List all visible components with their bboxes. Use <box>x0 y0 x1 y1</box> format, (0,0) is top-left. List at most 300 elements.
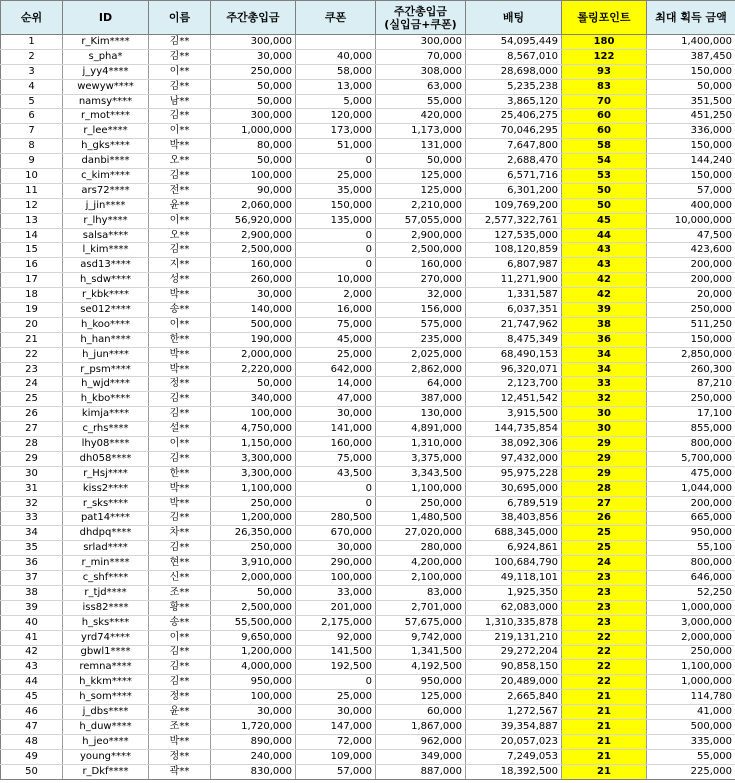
cell-rank[interactable]: 21 <box>1 332 63 347</box>
cell-name[interactable]: 이** <box>149 437 211 452</box>
cell-name[interactable]: 한** <box>149 332 211 347</box>
cell-weekly-total[interactable]: 57,055,000 <box>376 213 466 228</box>
cell-id[interactable]: h_gks**** <box>63 139 149 154</box>
cell-coupon[interactable]: 141,500 <box>296 645 376 660</box>
cell-max-win[interactable]: 250,000 <box>647 392 735 407</box>
cell-betting[interactable]: 38,403,856 <box>466 511 562 526</box>
cell-id[interactable]: r_Kim**** <box>63 35 149 50</box>
cell-coupon[interactable]: 14,000 <box>296 377 376 392</box>
cell-id[interactable]: r_tjd**** <box>63 585 149 600</box>
cell-id[interactable]: dh058**** <box>63 451 149 466</box>
table-row[interactable] <box>1 690 735 705</box>
cell-betting[interactable]: 108,120,859 <box>466 243 562 258</box>
header-betting[interactable]: 배팅 <box>466 1 562 35</box>
cell-max-win[interactable]: 47,500 <box>647 228 735 243</box>
cell-max-win[interactable]: 55,100 <box>647 541 735 556</box>
cell-weekly-total[interactable]: 308,000 <box>376 64 466 79</box>
cell-weekly-total[interactable]: 962,000 <box>376 734 466 749</box>
cell-max-win[interactable]: 2,000,000 <box>647 630 735 645</box>
cell-rolling-points[interactable]: 43 <box>562 243 647 258</box>
table-row[interactable] <box>1 526 735 541</box>
cell-betting[interactable]: 144,735,854 <box>466 422 562 437</box>
cell-weekly-deposit[interactable]: 1,200,000 <box>211 511 296 526</box>
table-row[interactable] <box>1 437 735 452</box>
cell-rolling-points[interactable]: 34 <box>562 362 647 377</box>
header-name[interactable]: 이름 <box>149 1 211 35</box>
cell-id[interactable]: gbwl1**** <box>63 645 149 660</box>
cell-rolling-points[interactable]: 122 <box>562 49 647 64</box>
cell-rank[interactable]: 17 <box>1 273 63 288</box>
cell-id[interactable]: srlad**** <box>63 541 149 556</box>
cell-name[interactable]: 이** <box>149 64 211 79</box>
cell-id[interactable]: r_Hsj**** <box>63 466 149 481</box>
cell-betting[interactable]: 7,647,800 <box>466 139 562 154</box>
cell-max-win[interactable]: 511,250 <box>647 317 735 332</box>
cell-coupon[interactable]: 120,000 <box>296 109 376 124</box>
cell-coupon[interactable]: 0 <box>296 258 376 273</box>
cell-rolling-points[interactable]: 33 <box>562 377 647 392</box>
cell-weekly-deposit[interactable]: 50,000 <box>211 377 296 392</box>
cell-betting[interactable]: 1,272,567 <box>466 705 562 720</box>
table-row[interactable] <box>1 481 735 496</box>
cell-betting[interactable]: 109,769,200 <box>466 198 562 213</box>
cell-name[interactable]: 박** <box>149 288 211 303</box>
cell-rank[interactable]: 3 <box>1 64 63 79</box>
cell-max-win[interactable]: 500,000 <box>647 719 735 734</box>
cell-weekly-total[interactable]: 130,000 <box>376 407 466 422</box>
cell-rank[interactable]: 1 <box>1 35 63 50</box>
cell-name[interactable]: 김** <box>149 35 211 50</box>
cell-weekly-deposit[interactable]: 100,000 <box>211 690 296 705</box>
cell-max-win[interactable]: 20,000 <box>647 288 735 303</box>
cell-betting[interactable]: 6,037,351 <box>466 303 562 318</box>
cell-rank[interactable]: 18 <box>1 288 63 303</box>
cell-id[interactable]: h_han**** <box>63 332 149 347</box>
cell-betting[interactable]: 70,046,295 <box>466 124 562 139</box>
cell-rolling-points[interactable]: 29 <box>562 451 647 466</box>
cell-max-win[interactable]: 225,000 <box>647 764 735 779</box>
table-row[interactable] <box>1 511 735 526</box>
cell-weekly-total[interactable]: 349,000 <box>376 749 466 764</box>
cell-max-win[interactable]: 50,000 <box>647 79 735 94</box>
cell-rolling-points[interactable]: 29 <box>562 466 647 481</box>
cell-weekly-deposit[interactable]: 950,000 <box>211 675 296 690</box>
cell-rolling-points[interactable]: 29 <box>562 437 647 452</box>
cell-weekly-deposit[interactable]: 500,000 <box>211 317 296 332</box>
cell-weekly-deposit[interactable]: 260,000 <box>211 273 296 288</box>
cell-max-win[interactable]: 1,044,000 <box>647 481 735 496</box>
cell-rolling-points[interactable]: 54 <box>562 154 647 169</box>
cell-rank[interactable]: 50 <box>1 764 63 779</box>
cell-betting[interactable]: 127,535,000 <box>466 228 562 243</box>
cell-name[interactable]: 이** <box>149 124 211 139</box>
cell-rank[interactable]: 13 <box>1 213 63 228</box>
cell-id[interactable]: lhy08**** <box>63 437 149 452</box>
cell-rank[interactable]: 33 <box>1 511 63 526</box>
cell-max-win[interactable]: 250,000 <box>647 303 735 318</box>
cell-id[interactable]: danbi**** <box>63 154 149 169</box>
cell-name[interactable]: 황** <box>149 600 211 615</box>
cell-name[interactable]: 이** <box>149 630 211 645</box>
cell-max-win[interactable]: 646,000 <box>647 571 735 586</box>
cell-id[interactable]: h_koo**** <box>63 317 149 332</box>
cell-coupon[interactable]: 47,000 <box>296 392 376 407</box>
cell-id[interactable]: h_som**** <box>63 690 149 705</box>
cell-betting[interactable]: 96,320,071 <box>466 362 562 377</box>
cell-rolling-points[interactable]: 21 <box>562 719 647 734</box>
cell-betting[interactable]: 8,475,349 <box>466 332 562 347</box>
cell-weekly-deposit[interactable]: 100,000 <box>211 407 296 422</box>
cell-name[interactable]: 정** <box>149 377 211 392</box>
table-row[interactable] <box>1 64 735 79</box>
cell-rolling-points[interactable]: 38 <box>562 317 647 332</box>
cell-name[interactable]: 박** <box>149 347 211 362</box>
cell-max-win[interactable]: 57,000 <box>647 183 735 198</box>
cell-weekly-total[interactable]: 4,192,500 <box>376 660 466 675</box>
cell-weekly-deposit[interactable]: 1,150,000 <box>211 437 296 452</box>
cell-betting[interactable]: 1,925,350 <box>466 585 562 600</box>
cell-weekly-total[interactable]: 83,000 <box>376 585 466 600</box>
cell-name[interactable]: 신** <box>149 571 211 586</box>
cell-name[interactable]: 곽** <box>149 764 211 779</box>
cell-rank[interactable]: 8 <box>1 139 63 154</box>
cell-weekly-deposit[interactable]: 160,000 <box>211 258 296 273</box>
cell-name[interactable]: 박** <box>149 496 211 511</box>
cell-max-win[interactable]: 10,000,000 <box>647 213 735 228</box>
cell-weekly-total[interactable]: 63,000 <box>376 79 466 94</box>
cell-coupon[interactable]: 0 <box>296 675 376 690</box>
cell-weekly-total[interactable]: 131,000 <box>376 139 466 154</box>
table-row[interactable] <box>1 109 735 124</box>
table-row[interactable] <box>1 35 735 50</box>
cell-max-win[interactable]: 665,000 <box>647 511 735 526</box>
cell-id[interactable]: h_jun**** <box>63 347 149 362</box>
cell-id[interactable]: j_dbs**** <box>63 705 149 720</box>
cell-weekly-total[interactable]: 50,000 <box>376 154 466 169</box>
cell-coupon[interactable]: 147,000 <box>296 719 376 734</box>
cell-coupon[interactable]: 45,000 <box>296 332 376 347</box>
cell-name[interactable]: 김** <box>149 451 211 466</box>
cell-name[interactable]: 윤** <box>149 705 211 720</box>
cell-rank[interactable]: 12 <box>1 198 63 213</box>
header-max-win[interactable]: 최대 획득 금액 <box>647 1 735 35</box>
cell-weekly-total[interactable]: 950,000 <box>376 675 466 690</box>
cell-rolling-points[interactable]: 43 <box>562 258 647 273</box>
cell-name[interactable]: 김** <box>149 660 211 675</box>
cell-weekly-total[interactable]: 1,173,000 <box>376 124 466 139</box>
cell-max-win[interactable]: 351,500 <box>647 94 735 109</box>
table-row[interactable] <box>1 169 735 184</box>
table-row[interactable] <box>1 496 735 511</box>
cell-weekly-total[interactable]: 2,100,000 <box>376 571 466 586</box>
cell-rank[interactable]: 7 <box>1 124 63 139</box>
cell-weekly-deposit[interactable]: 30,000 <box>211 288 296 303</box>
cell-coupon[interactable]: 0 <box>296 481 376 496</box>
cell-name[interactable]: 전** <box>149 183 211 198</box>
cell-weekly-total[interactable]: 387,000 <box>376 392 466 407</box>
cell-weekly-total[interactable]: 2,862,000 <box>376 362 466 377</box>
cell-rolling-points[interactable]: 34 <box>562 347 647 362</box>
table-row[interactable] <box>1 585 735 600</box>
cell-id[interactable]: h_wjd**** <box>63 377 149 392</box>
cell-name[interactable]: 차** <box>149 526 211 541</box>
cell-weekly-deposit[interactable]: 3,910,000 <box>211 556 296 571</box>
table-row[interactable] <box>1 124 735 139</box>
cell-max-win[interactable]: 150,000 <box>647 332 735 347</box>
cell-name[interactable]: 김** <box>149 169 211 184</box>
cell-id[interactable]: kimja**** <box>63 407 149 422</box>
cell-id[interactable]: l_kim**** <box>63 243 149 258</box>
cell-rolling-points[interactable]: 42 <box>562 288 647 303</box>
cell-name[interactable]: 지** <box>149 258 211 273</box>
cell-weekly-deposit[interactable]: 240,000 <box>211 749 296 764</box>
cell-id[interactable]: pat14**** <box>63 511 149 526</box>
cell-betting[interactable]: 12,451,542 <box>466 392 562 407</box>
cell-weekly-total[interactable]: 3,375,000 <box>376 451 466 466</box>
cell-weekly-total[interactable]: 1,867,000 <box>376 719 466 734</box>
cell-rolling-points[interactable]: 83 <box>562 79 647 94</box>
cell-name[interactable]: 오** <box>149 228 211 243</box>
cell-betting[interactable]: 688,345,000 <box>466 526 562 541</box>
cell-name[interactable]: 박** <box>149 362 211 377</box>
cell-id[interactable]: r_Dkf**** <box>63 764 149 779</box>
cell-id[interactable]: wewyw**** <box>63 79 149 94</box>
cell-coupon[interactable]: 30,000 <box>296 407 376 422</box>
cell-betting[interactable]: 54,095,449 <box>466 35 562 50</box>
cell-rolling-points[interactable]: 58 <box>562 139 647 154</box>
cell-betting[interactable]: 68,490,153 <box>466 347 562 362</box>
cell-coupon[interactable]: 290,000 <box>296 556 376 571</box>
cell-coupon[interactable]: 280,500 <box>296 511 376 526</box>
cell-coupon[interactable]: 201,000 <box>296 600 376 615</box>
table-row[interactable] <box>1 377 735 392</box>
cell-weekly-deposit[interactable]: 1,000,000 <box>211 124 296 139</box>
cell-weekly-deposit[interactable]: 4,750,000 <box>211 422 296 437</box>
cell-rank[interactable]: 11 <box>1 183 63 198</box>
cell-coupon[interactable]: 30,000 <box>296 541 376 556</box>
cell-weekly-total[interactable]: 250,000 <box>376 496 466 511</box>
cell-rank[interactable]: 5 <box>1 94 63 109</box>
cell-max-win[interactable]: 1,100,000 <box>647 660 735 675</box>
cell-max-win[interactable]: 87,210 <box>647 377 735 392</box>
table-row[interactable] <box>1 347 735 362</box>
header-coupon[interactable]: 쿠폰 <box>296 1 376 35</box>
cell-coupon[interactable]: 5,000 <box>296 94 376 109</box>
cell-rank[interactable]: 41 <box>1 630 63 645</box>
cell-coupon[interactable]: 141,000 <box>296 422 376 437</box>
cell-rolling-points[interactable]: 70 <box>562 94 647 109</box>
table-row[interactable] <box>1 332 735 347</box>
cell-coupon[interactable]: 13,000 <box>296 79 376 94</box>
table-row[interactable] <box>1 705 735 720</box>
cell-betting[interactable]: 21,747,962 <box>466 317 562 332</box>
header-weekly-deposit[interactable]: 주간총입금 <box>211 1 296 35</box>
cell-name[interactable]: 김** <box>149 407 211 422</box>
cell-rank[interactable]: 45 <box>1 690 63 705</box>
cell-weekly-deposit[interactable]: 56,920,000 <box>211 213 296 228</box>
table-row[interactable] <box>1 213 735 228</box>
cell-id[interactable]: c_shf**** <box>63 571 149 586</box>
cell-coupon[interactable]: 10,000 <box>296 273 376 288</box>
cell-id[interactable]: yrd74**** <box>63 630 149 645</box>
cell-coupon[interactable]: 40,000 <box>296 49 376 64</box>
table-row[interactable] <box>1 734 735 749</box>
cell-weekly-deposit[interactable]: 2,500,000 <box>211 243 296 258</box>
cell-id[interactable]: h_duw**** <box>63 719 149 734</box>
cell-betting[interactable]: 90,858,150 <box>466 660 562 675</box>
cell-betting[interactable]: 39,354,887 <box>466 719 562 734</box>
cell-name[interactable]: 박** <box>149 734 211 749</box>
cell-rolling-points[interactable]: 36 <box>562 332 647 347</box>
cell-betting[interactable]: 2,688,470 <box>466 154 562 169</box>
cell-coupon[interactable]: 109,000 <box>296 749 376 764</box>
cell-weekly-total[interactable]: 32,000 <box>376 288 466 303</box>
cell-rolling-points[interactable]: 30 <box>562 422 647 437</box>
cell-weekly-total[interactable]: 300,000 <box>376 35 466 50</box>
cell-name[interactable]: 남** <box>149 94 211 109</box>
cell-weekly-deposit[interactable]: 50,000 <box>211 585 296 600</box>
cell-rolling-points[interactable]: 93 <box>562 64 647 79</box>
cell-weekly-total[interactable]: 2,210,000 <box>376 198 466 213</box>
cell-coupon[interactable]: 25,000 <box>296 347 376 362</box>
cell-coupon[interactable]: 72,000 <box>296 734 376 749</box>
cell-weekly-total[interactable]: 4,891,000 <box>376 422 466 437</box>
table-row[interactable] <box>1 407 735 422</box>
cell-rank[interactable]: 14 <box>1 228 63 243</box>
cell-name[interactable]: 김** <box>149 109 211 124</box>
cell-name[interactable]: 오** <box>149 154 211 169</box>
cell-name[interactable]: 김** <box>149 392 211 407</box>
cell-max-win[interactable]: 451,250 <box>647 109 735 124</box>
cell-rolling-points[interactable]: 39 <box>562 303 647 318</box>
cell-max-win[interactable]: 800,000 <box>647 556 735 571</box>
cell-max-win[interactable]: 55,000 <box>647 749 735 764</box>
cell-max-win[interactable]: 200,000 <box>647 496 735 511</box>
cell-coupon[interactable]: 57,000 <box>296 764 376 779</box>
cell-id[interactable]: asd13**** <box>63 258 149 273</box>
cell-id[interactable]: r_min**** <box>63 556 149 571</box>
cell-rolling-points[interactable]: 42 <box>562 273 647 288</box>
cell-rolling-points[interactable]: 22 <box>562 660 647 675</box>
cell-max-win[interactable]: 41,000 <box>647 705 735 720</box>
cell-name[interactable]: 조** <box>149 585 211 600</box>
table-row[interactable] <box>1 139 735 154</box>
cell-weekly-total[interactable]: 156,000 <box>376 303 466 318</box>
cell-weekly-deposit[interactable]: 30,000 <box>211 705 296 720</box>
cell-weekly-total[interactable]: 70,000 <box>376 49 466 64</box>
cell-rolling-points[interactable]: 23 <box>562 600 647 615</box>
cell-betting[interactable]: 20,489,000 <box>466 675 562 690</box>
cell-coupon[interactable]: 642,000 <box>296 362 376 377</box>
table-row[interactable] <box>1 422 735 437</box>
cell-rolling-points[interactable]: 23 <box>562 585 647 600</box>
cell-rank[interactable]: 4 <box>1 79 63 94</box>
cell-max-win[interactable]: 423,600 <box>647 243 735 258</box>
cell-coupon[interactable]: 135,000 <box>296 213 376 228</box>
cell-betting[interactable]: 38,092,306 <box>466 437 562 452</box>
cell-rolling-points[interactable]: 50 <box>562 183 647 198</box>
cell-rolling-points[interactable]: 21 <box>562 705 647 720</box>
cell-betting[interactable]: 2,577,322,761 <box>466 213 562 228</box>
table-row[interactable] <box>1 571 735 586</box>
cell-betting[interactable]: 100,684,790 <box>466 556 562 571</box>
cell-weekly-deposit[interactable]: 340,000 <box>211 392 296 407</box>
cell-weekly-deposit[interactable]: 9,650,000 <box>211 630 296 645</box>
cell-name[interactable]: 조** <box>149 719 211 734</box>
cell-max-win[interactable]: 144,240 <box>647 154 735 169</box>
cell-weekly-total[interactable]: 270,000 <box>376 273 466 288</box>
table-row[interactable] <box>1 630 735 645</box>
cell-id[interactable]: s_pha* <box>63 49 149 64</box>
cell-weekly-deposit[interactable]: 30,000 <box>211 49 296 64</box>
cell-coupon[interactable]: 150,000 <box>296 198 376 213</box>
cell-weekly-total[interactable]: 887,000 <box>376 764 466 779</box>
cell-rank[interactable]: 37 <box>1 571 63 586</box>
cell-betting[interactable]: 49,118,101 <box>466 571 562 586</box>
cell-coupon[interactable]: 100,000 <box>296 571 376 586</box>
cell-rolling-points[interactable]: 50 <box>562 198 647 213</box>
cell-max-win[interactable]: 400,000 <box>647 198 735 213</box>
cell-rank[interactable]: 48 <box>1 734 63 749</box>
cell-rank[interactable]: 40 <box>1 615 63 630</box>
cell-id[interactable]: j_jin**** <box>63 198 149 213</box>
cell-weekly-deposit[interactable]: 2,060,000 <box>211 198 296 213</box>
cell-coupon[interactable]: 670,000 <box>296 526 376 541</box>
cell-rolling-points[interactable]: 44 <box>562 228 647 243</box>
cell-name[interactable]: 송** <box>149 303 211 318</box>
cell-name[interactable]: 김** <box>149 49 211 64</box>
cell-weekly-total[interactable]: 2,900,000 <box>376 228 466 243</box>
cell-weekly-deposit[interactable]: 90,000 <box>211 183 296 198</box>
table-row[interactable] <box>1 675 735 690</box>
cell-rank[interactable]: 42 <box>1 645 63 660</box>
cell-weekly-total[interactable]: 55,000 <box>376 94 466 109</box>
header-id[interactable]: ID <box>63 1 149 35</box>
cell-name[interactable]: 김** <box>149 541 211 556</box>
cell-rank[interactable]: 32 <box>1 496 63 511</box>
cell-name[interactable]: 김** <box>149 511 211 526</box>
table-row[interactable] <box>1 645 735 660</box>
table-row[interactable] <box>1 228 735 243</box>
table-row[interactable] <box>1 288 735 303</box>
cell-coupon[interactable] <box>296 35 376 50</box>
cell-weekly-total[interactable]: 64,000 <box>376 377 466 392</box>
cell-max-win[interactable]: 3,000,000 <box>647 615 735 630</box>
cell-betting[interactable]: 6,571,716 <box>466 169 562 184</box>
cell-id[interactable]: r_kbk**** <box>63 288 149 303</box>
cell-rolling-points[interactable]: 27 <box>562 496 647 511</box>
cell-weekly-deposit[interactable]: 190,000 <box>211 332 296 347</box>
cell-weekly-total[interactable]: 2,701,000 <box>376 600 466 615</box>
cell-rolling-points[interactable]: 23 <box>562 571 647 586</box>
cell-betting[interactable]: 11,271,900 <box>466 273 562 288</box>
table-row[interactable] <box>1 198 735 213</box>
cell-coupon[interactable]: 2,175,000 <box>296 615 376 630</box>
cell-rolling-points[interactable]: 21 <box>562 734 647 749</box>
cell-weekly-deposit[interactable]: 55,500,000 <box>211 615 296 630</box>
cell-rolling-points[interactable]: 32 <box>562 392 647 407</box>
cell-weekly-deposit[interactable]: 100,000 <box>211 169 296 184</box>
cell-max-win[interactable]: 475,000 <box>647 466 735 481</box>
cell-rolling-points[interactable]: 22 <box>562 645 647 660</box>
cell-rank[interactable]: 24 <box>1 377 63 392</box>
cell-rank[interactable]: 27 <box>1 422 63 437</box>
table-row[interactable] <box>1 466 735 481</box>
cell-weekly-total[interactable]: 27,020,000 <box>376 526 466 541</box>
cell-id[interactable]: salsa**** <box>63 228 149 243</box>
cell-rank[interactable]: 47 <box>1 719 63 734</box>
cell-betting[interactable]: 97,432,000 <box>466 451 562 466</box>
